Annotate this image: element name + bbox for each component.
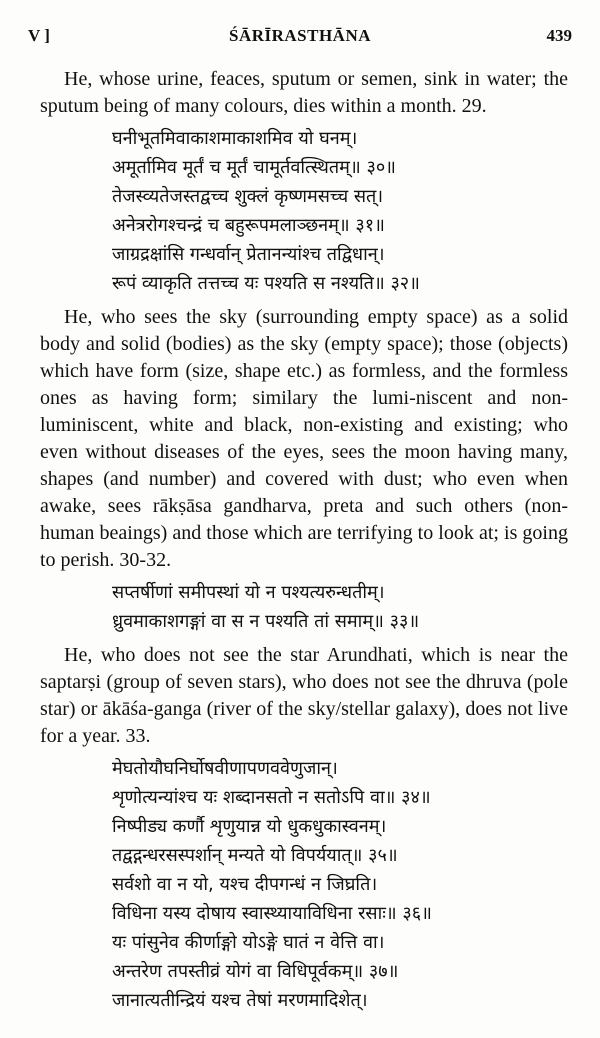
verse-line: अनेत्ररोगश्चन्द्रं च बहुरूपमलाञ्छनम्॥ ३१॥ — [112, 215, 385, 236]
verse-block-34-37 — [112, 754, 568, 1015]
verse-block-30-32 — [112, 124, 568, 298]
verse-line: तद्वद्गन्धरसस्पर्शान् मन्यते यो विपर्ययात्॥ ३५॥ — [112, 845, 398, 866]
verse-line: अमूर्तामिव मूर्तं च मूर्तं चामूर्तवत्स्थितम्॥ ३०॥ — [112, 157, 396, 178]
verse-block-33 — [112, 578, 568, 636]
chapter-marker: V ] — [28, 26, 50, 45]
page-header — [0, 26, 600, 50]
verse-line: मेघतोयौघनिर्घोषवीणापणववेणुजान्। — [112, 758, 338, 779]
verse-line: घनीभूतमिवाकाशमाकाशमिव यो घनम्। — [112, 128, 358, 149]
verse-line: जाग्रद्रक्षांसि गन्धर्वान् प्रेतानन्यांश्च तद्विधान्। — [112, 244, 385, 265]
verse-line: रूपं व्याकृति तत्तच्च यः पश्यति स नश्यति॥ ३२॥ — [112, 273, 420, 294]
paragraph-29: He, whose urine, feaces, sputum or semen, sink in water; the sputum being of many colours, dies within a month. 29. — [40, 68, 568, 117]
paragraph-33: He, who does not see the star Arundhati, which is near the saptarṣi (group of seven stars), who does not see the dhruva (pole star) or ākāśa-ganga (river of the sky/stellar galaxy), does not live for a year. 33. — [40, 644, 568, 747]
verse-line: तेजस्व्यतेजस्तद्वच्च शुक्लं कृष्णमसच्च सत्। — [112, 186, 384, 207]
verse-line: निष्पीड्य कर्णौ शृणुयान्न यो धुकधुकास्वनम्। — [112, 816, 387, 837]
running-title: ŚĀRĪRASTHĀNA — [228, 26, 372, 45]
verse-line: अन्तरेण तपस्तीव्रं योगं वा विधिपूर्वकम्॥ ३७॥ — [112, 961, 399, 982]
verse-line: ध्रुवमाकाशगङ्गां वा स न पश्यति तां समाम्॥ ३३॥ — [112, 611, 420, 632]
verse-line: विधिना यस्य दोषाय स्वास्थ्यायाविधिना रसाः॥ ३६॥ — [112, 903, 432, 924]
paragraph-30-32: He, who sees the sky (surrounding empty space) as a solid body and solid (bodies) as the sky (empty space); those (objects) which have form (size, shape etc.) as formless, and the formless ones as having form; similary the lumi-niscent and non-luminiscent, white and black, non-existing and existing; who even without diseases of the eyes, sees the moon having many, shapes (and number) and covered with dust; who even when awake, sees rākṣāsa gandharva, preta and such others (non-human beaings) and those which are terrifying to look at; is going to perish. 30-32. — [40, 306, 568, 571]
page-number: 439 — [546, 26, 572, 45]
verse-line: यः पांसुनेव कीर्णाङ्गो योऽङ्गे घातं न वेत्ति वा। — [112, 932, 385, 953]
page-body — [40, 66, 568, 1021]
verse-line: जानात्यतीन्द्रियं यश्च तेषां मरणमादिशेत्। — [112, 990, 368, 1011]
verse-line: शृणोत्यन्यांश्च यः शब्दानसतो न सतोऽपि वा॥ ३४॥ — [112, 787, 431, 808]
verse-line: सप्तर्षीणां समीपस्थां यो न पश्यत्यरुन्धतीम्। — [112, 582, 385, 603]
verse-line: सर्वशो वा न यो, यश्च दीपगन्धं न जिघ्रति। — [112, 874, 378, 895]
